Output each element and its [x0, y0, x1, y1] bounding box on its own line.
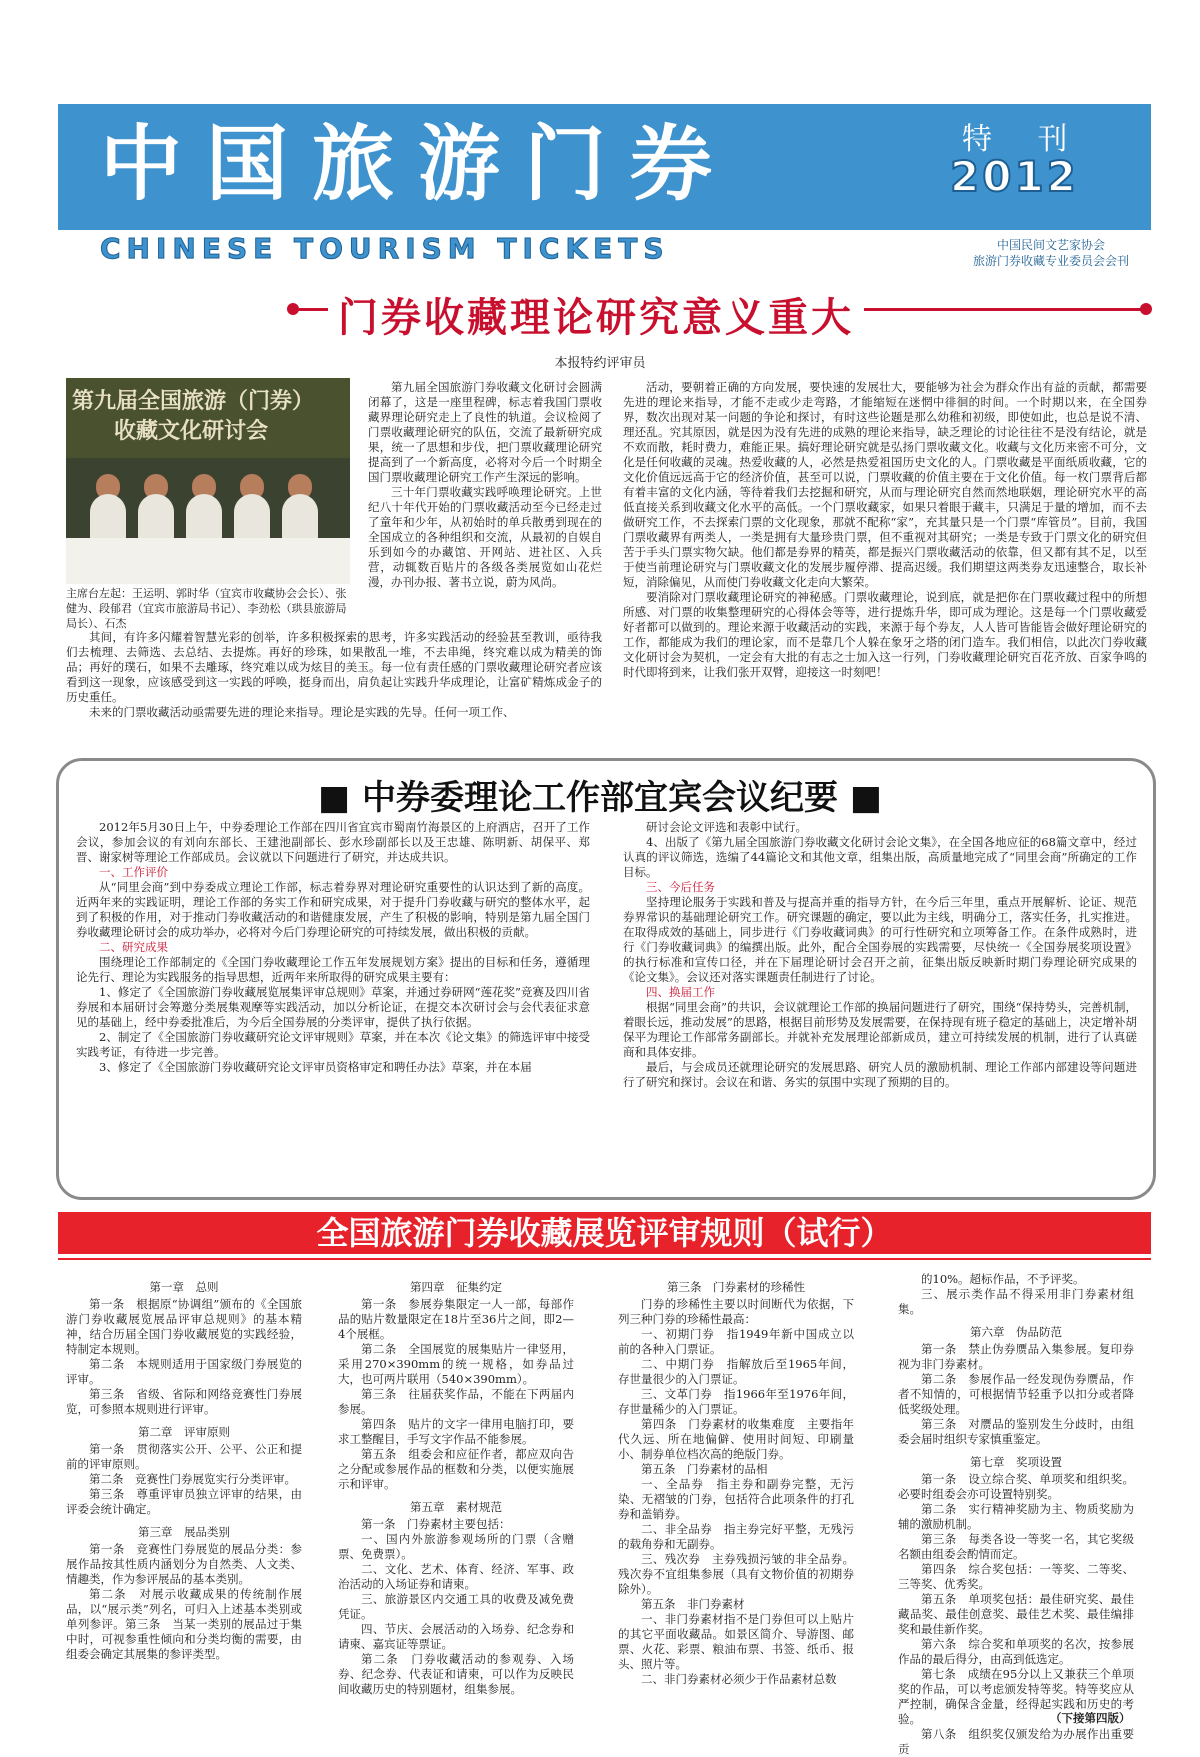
- rules-column-2: [338, 1272, 574, 1697]
- rule-paragraph: 第四条 门券素材的收集难度 主要指年代久远、所在地偏僻、使用时间短、印刷量小、制券单位档次高的绝版门券。: [618, 1417, 854, 1461]
- paragraph: 研讨会论文评选和表彰中试行。: [646, 820, 807, 834]
- paragraph: 2、制定了《全国旅游门券收藏研究论文评审规则》草案，并在本次《论文集》的筛选评审中接受实践考证，有待进一步完善。: [76, 1030, 590, 1059]
- section-subhead: 三、今后任务: [646, 880, 715, 894]
- rule-paragraph: 第一条 禁止伪券赝品入集参展。复印券视为非门券素材。: [898, 1342, 1134, 1371]
- article1-headline: 门券收藏理论研究意义重大: [328, 286, 864, 343]
- article3-rule: [58, 1258, 1151, 1260]
- photo-table: [66, 538, 350, 584]
- rule-paragraph: 四、节庆、会展活动的入场券、纪念券和请柬、嘉宾证等票证。: [338, 1622, 574, 1651]
- rule-paragraph: 第一条 门券素材主要包括：: [361, 1517, 511, 1531]
- conference-photo: [66, 378, 350, 584]
- paragraph: 三十年门票收藏实践呼唤理论研究。上世纪八十年代开始的门票收藏活动至今已经走过了童年和少年，从初始时的单兵散勇到现在的全国成立的各种组织和交流，从最初的自娱自乐到如今的办藏馆、开网站、进社区、入兵营，动辄数百贴片的各级各类展览如山花烂漫，办刊办报、著书立说，蔚为风尚。: [368, 485, 602, 589]
- paragraph: 最后，与会成员还就理论研究的发展思路、研究人员的激励机制、理论工作部内部建设等问题进行了研究和探讨。会议在和谐、务实的氛围中实现了预期的目的。: [623, 1060, 1137, 1089]
- continued-note: （下接第四版）: [1050, 1711, 1131, 1725]
- rule-paragraph: 三、展示类作品不得采用非门券素材组集。: [898, 1287, 1134, 1316]
- paragraph: 3、修定了《全国旅游门券收藏研究论文评审员资格审定和聘任办法》草案，并在本届: [99, 1060, 532, 1074]
- newspaper-title: 中国旅游门券: [100, 116, 737, 212]
- article1-column-2: [623, 380, 1147, 680]
- chapter-heading: 第三条 门券素材的珍稀性: [667, 1280, 805, 1294]
- rule-paragraph: 二、文化、艺术、体育、经济、军事、政治活动的入场证券和请柬。: [338, 1562, 574, 1591]
- rule-paragraph: 第一条 竞赛性门券展览的展品分类：参展作品按其性质内涵划分为自然类、人文类、情趣类，作为参评展品的基本类别。: [66, 1542, 302, 1586]
- rule-paragraph: 第三条 对赝品的鉴别发生分歧时，由组委会届时组织专家慎重鉴定。: [898, 1417, 1134, 1446]
- rule-paragraph: 第四条 综合奖包括：一等奖、二等奖、三等奖、优秀奖。: [898, 1562, 1134, 1591]
- paragraph: 1、修定了《全国旅游门券收藏展览展集评审总规则》草案，并通过券研网“莲花奖”竞赛及四川省券展和本届研讨会筹邀分类展集观摩等实践活动，加以分析论证，在提交本次研讨会与会代表征求意见的基础上，经中券委批准后，为今后全国券展的分类评审，提供了执行依据。: [76, 985, 590, 1029]
- chapter-heading: 第三章 展品类别: [138, 1525, 230, 1539]
- rule-paragraph: 第六条 综合奖和单项奖的名次，按参展作品的最后得分，由高到低选定。: [898, 1637, 1134, 1666]
- chapter-heading: 第七章 奖项设置: [970, 1455, 1062, 1469]
- paragraph: 活动，要朝着正确的方向发展，要快速的发展壮大，要能够为社会为群众作出有益的贡献，都需要先进的理论来指导，才能不走或少走弯路，才能缩短在迷惘中徘徊的时间。一个时期以来，在全国券界，数次出现对某一问题的争论和探讨，有时这些论题是那么幼稚和初级，即使如此，也总是说不清、理还乱。究其原因，就是因为没有先进的成熟的理论来指导，缺乏理论的讨论往往不是没有结论，就是不欢而散，耗时费力，难能正果。搞好理论研究就是弘扬门票收藏文化。收藏与文化历来密不可分，文化是任何收藏的灵魂。热爱收藏的人，必然是热爱祖国历史文化的人。门票收藏是平面纸质收藏，它的文化价值远远高于它的经济价值，甚至可以说，门票收藏的价值主要在于文化价值。每一枚门票背后都有着丰富的文化内涵，等待着我们去挖掘和研究，从而与理论研究自然而然地联姻，理论研究水平的高低直接关系到收藏文化水平的高低。一个门票收藏家，如果只着眼于藏丰，只满足于量的增加，而不去做研究工作，不去探索门票的文化现象，那就不配称“家”，充其量只是一个门票“库管员”。目前，我国门票收藏界有两类人，一类是拥有大量珍贵门票，但不重视对其研究；一类是专致于门票文化的研究但苦于手头门票实物欠缺。他们都是券界的精英，都是振兴门票收藏活动的依靠，但又都有其不足，以至于使当前理论研究与门票收藏文化的发展步履停滞、提高迟缓。我们期望这两类券友迅速整合，取长补短，消除偏见，从而使门券收藏文化走向大繁荣。: [623, 380, 1147, 589]
- rule-paragraph: 第三条 每类各设一等奖一名，其它奖级名额由组委会酌情而定。: [898, 1532, 1134, 1561]
- paragraph: 根据“同里会商”的共识，会议就理论工作部的换届问题进行了研究，围绕“保持势头，完善机制，着眼长远，推动发展”的思路，根据目前形势及发展需要，在保持现有班子稳定的基础上，决定增补胡保平为理论工作部常务副部长。并就补充发展理论部新成员，建立可持续发展的机制，进行了认真磋商和具体安排。: [623, 1000, 1137, 1059]
- rule-paragraph: 二、非门券素材必须少于作品素材总数: [641, 1672, 837, 1686]
- photo-banner-line1: 第九届全国旅游（门券）: [72, 388, 315, 414]
- rule-paragraph: 第七条 成绩在95分以上又兼获三个单项奖的作品，可以考虑颁发特等奖。特等奖应从严控制，确保含金量，经得起实践和历史的考验。: [898, 1667, 1134, 1726]
- rule-paragraph: 第五条 非门券素材: [641, 1597, 745, 1611]
- rule-paragraph: 的10%。超标作品，不予评奖。: [921, 1272, 1085, 1286]
- publisher-line-2: 旅游门券收藏专业委员会会刊: [972, 254, 1129, 268]
- rule-paragraph: 第二条 参展作品一经发现伪券赝品，作者不知情的，可根据情节轻重予以扣分或者降低奖级处理。: [898, 1372, 1134, 1416]
- article1-byline: 本报特约评审员: [554, 356, 646, 371]
- rule-paragraph: 第五条 组委会和应征作者，都应双向告之分配或参展作品的框数和分类，以便实施展示和评审。: [338, 1447, 574, 1491]
- section-subhead: 一、工作评价: [99, 865, 168, 879]
- rule-paragraph: 一、全品券 指主券和副券完整，无污染、无褶皱的门券，包括符合此项条件的打孔券和盖销券。: [618, 1477, 854, 1521]
- rule-paragraph: 门券的珍稀性主要以时间断代为依据，下列三种门券的珍稀性最高：: [618, 1297, 854, 1326]
- rule-paragraph: 第一条 根据原“协调组”颁布的《全国旅游门券收藏展览展品评审总规则》的基本精神，结合历届全国门券收藏展览的实践经验，特制定本规则。: [66, 1297, 302, 1356]
- rule-paragraph: 第二条 全国展览的展集贴片一律竖用，采用270×390mm的统一规格，如券品过大，也可两片联用（540×390mm）。: [338, 1342, 574, 1386]
- rule-paragraph: 第八条 组织奖仅颁发给为办展作出重要贡: [898, 1727, 1134, 1756]
- rules-column-1: [66, 1272, 302, 1662]
- article1-column-1-lower: [66, 630, 602, 720]
- english-title: CHINESE TOURISM TICKETS: [100, 232, 670, 265]
- publisher-line-1: 中国民间文艺家协会: [996, 238, 1105, 252]
- rule-paragraph: 二、非全品券 指主券完好平整，无残污的载角券和无副券。: [618, 1522, 854, 1551]
- rule-paragraph: 二、中期门券 指解放后至1965年间，存世量很少的入门票证。: [618, 1357, 854, 1386]
- photo-banner-line2: 收藏文化研讨会: [114, 418, 269, 444]
- rule-paragraph: 第一条 贯彻落实公开、公平、公正和提前的评审原则。: [66, 1442, 302, 1471]
- section-subhead: 二、研究成果: [99, 940, 168, 954]
- article2-headline: ■ 中券委理论工作部宜宾会议纪要 ■: [318, 778, 882, 818]
- chapter-heading: 第二章 评审原则: [138, 1425, 230, 1439]
- headline-dot-left: [287, 303, 299, 315]
- paragraph: 要消除对门票收藏理论研究的神秘感。门票收藏理论，说到底，就是把你在门票收藏过程中的所想所感、对门票的收集整理研究的心得体会等等，进行提炼升华，即可成为理论。这是每一个门票收藏爱好者都可以做到的。理论来源于收藏活动的实践，来源于每个券友，人人皆可皆能皆会做好理论研究的工作，都能成为我们的理论家，而不是靠几个人躲在象牙之塔的闭门造车。我们相信，以此次门券收藏文化研讨会为契机，一定会有大批的有志之士加入这一行列，门券收藏理论研究百花齐放、百家争鸣的时代即将到来，让我们张开双臂，迎接这一时刻吧！: [623, 590, 1147, 679]
- issue-label: 特 刊: [962, 122, 1086, 157]
- rule-paragraph: 第三条 省级、省际和网络竞赛性门券展览，可参照本规则进行评审。: [66, 1387, 302, 1416]
- article3-headline: 全国旅游门券收藏展览评审规则（试行）: [316, 1214, 893, 1252]
- chapter-heading: 第六章 伪品防范: [970, 1325, 1062, 1339]
- chapter-heading: 第四章 征集约定: [410, 1280, 502, 1294]
- article1-column-1: [368, 380, 602, 590]
- rules-column-3: [618, 1272, 854, 1687]
- rule-paragraph: 第一条 设立综合奖、单项奖和组织奖。必要时组委会亦可设置特别奖。: [898, 1472, 1134, 1501]
- headline-dot-right: [1140, 303, 1152, 315]
- rule-paragraph: 第二条 实行精神奖励为主、物质奖励为辅的激励机制。: [898, 1502, 1134, 1531]
- paragraph: 坚持理论服务于实践和普及与提高并重的指导方针，在今后三年里，重点开展解析、论证、规范券界常识的基础理论研究工作。研究课题的确定，要以此为主线，明确分工，落实任务，扎实推进。在取得成效的基础上，同步进行《门券收藏词典》的可行性研究和立项筹备工作。在条件成熟时，进行《门券收藏词典》的编撰出版。此外，配合全国券展的实践需要，尽快统一《全国券展奖项设置》的执行标准和宣传口径，并在下届理论研讨会召开之前，征集出版反映新时期门券理论研究成果的《论文集》。会议还对落实课题责任制进行了讨论。: [623, 895, 1137, 984]
- rule-paragraph: 第三条 往届获奖作品，不能在下两届内参展。: [338, 1387, 574, 1416]
- paragraph: 2012年5月30日上午，中券委理论工作部在四川省宜宾市蜀南竹海景区的上府酒店，召开了工作会议，参加会议的有刘向东部长、王建池副部长、彭水珍副部长以及王忠雄、陈明新、胡保平、郑晋、谢家树等理论工作部成员。会议就以下问题进行了研究，并达成共识。: [76, 820, 590, 864]
- paragraph: 4、出版了《第九届全国旅游门券收藏文化研讨会论文集》，在全国各地应征的68篇文章中，经过认真的评议筛选，选编了44篇论文和其他文章，组集出版，高质量地完成了“同里会商”所确定的工作目标。: [623, 835, 1137, 879]
- paragraph: 从“同里会商”到中券委成立理论工作部，标志着券界对理论研究重要性的认识达到了新的高度。近两年来的实践证明，理论工作部的务实工作和研究成果，对于提升门券收藏与研究的整体水平，起到了积极的作用，对于推动门券收藏活动的和谐健康发展，产生了积极的影响，特别是第九届全国门券收藏理论研讨会的成功举办，必将对今后门券理论研究的可持续发展，做出积极的贡献。: [76, 880, 590, 939]
- paragraph: 围绕理论工作部制定的《全国门券收藏理论工作五年发展规划方案》提出的目标和任务，遵循理论先行、理论为实践服务的指导思想，近两年来所取得的研究成果主要有：: [76, 955, 590, 984]
- paragraph: 未来的门票收藏活动亟需要先进的理论来指导。理论是实践的先导。任何一项工作、: [89, 705, 515, 719]
- paragraph: 第九届全国旅游门券收藏文化研讨会圆满闭幕了，这是一座里程碑，标志着我国门票收藏界理论研究走上了良性的轨道。会议检阅了门票收藏理论研究的队伍，交流了最新研究成果，统一了思想和步伐，把门票收藏理论研究提高到了一个新高度，必将对今后一个时期全国门票收藏理论研究工作产生深远的影响。: [368, 380, 602, 484]
- rule-paragraph: 一、国内外旅游参观场所的门票（含赠票、免费票）。: [338, 1532, 574, 1561]
- rules-column-4: [898, 1272, 1134, 1757]
- rule-paragraph: 三、旅游景区内交通工具的收费及减免费凭证。: [338, 1592, 574, 1621]
- rule-paragraph: 第五条 单项奖包括：最佳研究奖、最佳藏品奖、最佳创意奖、最佳艺术奖、最佳编排奖和最佳新作奖。: [898, 1592, 1134, 1636]
- chapter-heading: 第一章 总则: [149, 1280, 219, 1294]
- rule-paragraph: 第二条 对展示收藏成果的传统制作展品，以“展示类”列名，可归入上述基本类别或单列参评。第三条 当某一类别的展品过于集中时，可视参重性倾向和分类均衡的需要，由组委会确定其展集的参评类型。: [66, 1587, 302, 1661]
- rule-paragraph: 第二条 门券收藏活动的参观券、入场券、纪念券、代表证和请柬，可以作为反映民间收藏历史的特别题材，组集参展。: [338, 1652, 574, 1696]
- rule-paragraph: 第二条 竞赛性门券展览实行分类评审。: [89, 1472, 296, 1486]
- rule-paragraph: 一、非门券素材指不是门券但可以上贴片的其它平面收藏品。如景区简介、导游图、邮票、火花、彩票、粮油布票、书签、纸币、报头、照片等。: [618, 1612, 854, 1671]
- paragraph: 其间，有许多闪耀着智慧光彩的创举，许多积极探索的思考，许多实践活动的经验甚至教训，亟待我们去梳理、去筛选、去总结、去提炼。再好的珍珠，如果散乱一堆，不去串绳，终究难以成为精美的饰品；再好的璞石，如果不去雕琢，终究难以成为炫目的美玉。每一位有责任感的门票收藏理论研究者应该看到这一现象，应该感受到这一实践的呼唤，挺身而出，肩负起让实践升华成理论，让富矿精炼成金子的历史重任。: [66, 630, 602, 704]
- rule-paragraph: 三、文革门券 指1966年至1976年间，存世量稀少的入门票证。: [618, 1387, 854, 1416]
- article2-column-1: [76, 820, 590, 1075]
- rule-paragraph: 第四条 贴片的文字一律用电脑打印，要求工整醒目，手写文字作品不能参展。: [338, 1417, 574, 1446]
- rule-paragraph: 第五条 门券素材的品相: [641, 1462, 768, 1476]
- section-subhead: 四、换届工作: [646, 985, 715, 999]
- photo-caption: 主席台左起：王运明、郭时华（宜宾市收藏协会会长）、张健为、段郁君（宜宾市旅游局书记）、李劲松（珙县旅游局局长）、石杰: [66, 587, 347, 630]
- article2-column-2: [623, 820, 1137, 1090]
- rule-paragraph: 第二条 本规则适用于国家级门券展览的评审。: [66, 1357, 302, 1386]
- rule-paragraph: 第一条 参展券集限定一人一部，每部作品的贴片数量限定在18片至36片之间，即2—4个展框。: [338, 1297, 574, 1341]
- issue-year: 2012: [950, 152, 1079, 201]
- rule-paragraph: 一、初期门券 指1949年新中国成立以前的各种入门票证。: [618, 1327, 854, 1356]
- photo-banner: [66, 378, 350, 458]
- chapter-heading: 第五章 素材规范: [410, 1500, 502, 1514]
- rule-paragraph: 第三条 尊重评审员独立评审的结果，由评委会统计确定。: [66, 1487, 302, 1516]
- rule-paragraph: 三、残次券 主券残损污皱的非全品券。残次券不宜组集参展（具有文物价值的初期券除外）。: [618, 1552, 854, 1596]
